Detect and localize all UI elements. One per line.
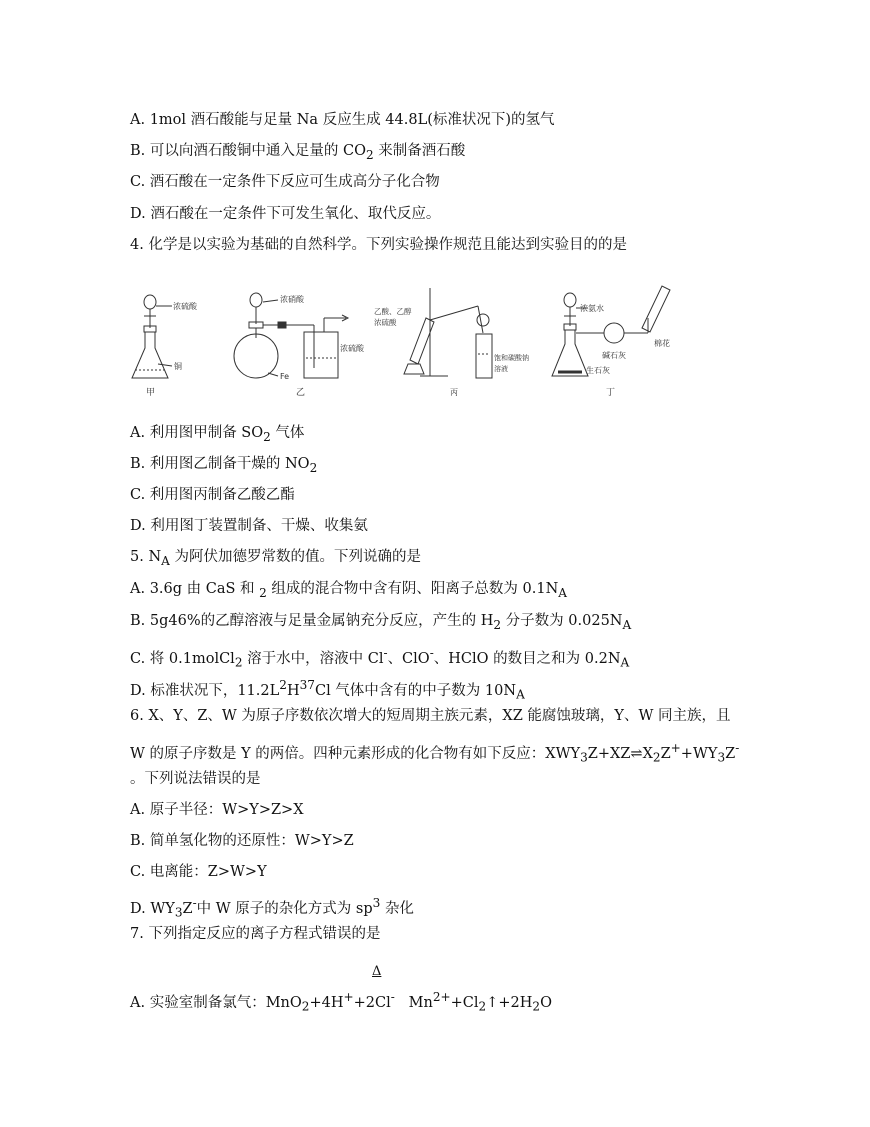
- superscript: -: [383, 646, 388, 660]
- text: B. 简单氢化物的还原性：W>Y>Z: [130, 833, 354, 849]
- text: 来制备酒石酸: [373, 143, 466, 159]
- text: H: [286, 682, 300, 699]
- text: 组成的混合物中含有阴、阳离子总数为 0.1N: [266, 581, 559, 597]
- text: 为阿伏加德罗常数的值。下列说确的是: [169, 549, 421, 565]
- option-a-q6: [130, 801, 304, 819]
- text: 分子数为 0.025N: [501, 613, 623, 629]
- text: 、HClO 的数目之和为 0.2N: [433, 650, 621, 667]
- text: 4. 化学是以实验为基础的自然科学。下列实验操作规范且能达到实验目的的是: [130, 237, 627, 253]
- heat-symbol: [372, 963, 381, 981]
- option-d-q4: [130, 517, 368, 535]
- label-conc-hno3: 浓硝酸: [280, 295, 304, 304]
- text: D. 酒石酸在一定条件下可发生氧化、取代反应。: [130, 206, 441, 222]
- label-acid-alcohol: 乙酸、乙醇: [374, 307, 412, 316]
- label-copper: 铜: [174, 362, 182, 371]
- text: Z: [182, 900, 193, 917]
- text: +2Cl: [353, 994, 391, 1011]
- caption-yi: 乙: [296, 388, 306, 398]
- delta-symbol: Δ: [372, 964, 382, 979]
- option-d-q3: [130, 205, 440, 223]
- label-conc-h2so4-bing: 浓硫酸: [374, 318, 397, 327]
- option-d-q5: [130, 676, 525, 704]
- text: Z+XZ⇌X: [587, 745, 653, 762]
- question-7: [130, 925, 380, 943]
- figure-jia: [132, 295, 172, 378]
- text: W 的原子序数是 Y 的两倍。四种元素形成的化合物有如下反应：XWY: [130, 745, 581, 762]
- superscript: 3: [372, 896, 381, 910]
- superscript: 2: [279, 678, 287, 692]
- text: +WY: [680, 745, 718, 762]
- text: D. WY: [130, 900, 175, 917]
- subscript: 3: [580, 750, 588, 765]
- text: ↑+2H: [486, 994, 533, 1011]
- superscript: -: [390, 990, 395, 1004]
- text: D. 标准状况下，11.2L: [130, 682, 280, 699]
- apparatus-drawing: [128, 278, 688, 408]
- superscript: +: [670, 741, 681, 755]
- label-conc-ammonia: 浓氨水: [580, 304, 604, 313]
- subscript: 2: [478, 999, 487, 1014]
- subscript: A: [516, 687, 525, 702]
- subscript: 3: [174, 905, 183, 920]
- question-6-line1: [130, 707, 731, 725]
- option-b-q4: [130, 455, 317, 477]
- text: Z: [660, 745, 671, 762]
- text: A. 利用图甲制备 SO: [130, 425, 264, 441]
- option-b-q6: [130, 832, 354, 850]
- text: 7. 下列指定反应的离子方程式错误的是: [130, 926, 381, 942]
- subscript: 2: [259, 585, 267, 600]
- question-6-line2: [130, 739, 739, 767]
- option-a-q7: [130, 988, 552, 1016]
- label-sat-na2co3: 饱和碳酸钠: [494, 354, 529, 362]
- apparatus-figures: [128, 278, 688, 408]
- option-b-q3: [130, 142, 465, 164]
- superscript: 2+: [432, 990, 451, 1004]
- text: C. 电离能：Z>W>Y: [130, 864, 267, 880]
- text: B. 利用图乙制备干燥的 NO: [130, 456, 310, 472]
- text: +Cl: [450, 994, 479, 1011]
- subscript: 2: [493, 617, 502, 632]
- question-5: [130, 548, 421, 570]
- figure-ding: [552, 286, 670, 376]
- superscript: +: [343, 990, 354, 1004]
- subscript: 2: [309, 460, 318, 475]
- option-a-q4: [130, 424, 304, 446]
- option-a-q3: [130, 111, 555, 129]
- superscript: -: [192, 896, 197, 910]
- option-d-q6: [130, 894, 414, 922]
- subscript: 2: [234, 655, 243, 670]
- text: A. 1mol 酒石酸能与足量 Na 反应生成 44.8L(标准状况下)的氢气: [130, 112, 555, 128]
- text: B. 可以向酒石酸铜中通入足量的 CO: [130, 143, 366, 159]
- caption-jia: 甲: [146, 388, 156, 398]
- text: C. 利用图丙制备乙酸乙酯: [130, 487, 295, 503]
- text: 杂化: [380, 900, 414, 917]
- text: 中 W 原子的杂化方式为 sp: [196, 900, 373, 917]
- option-c-q6: [130, 863, 267, 881]
- option-c-q5: [130, 644, 629, 672]
- superscript: -: [735, 741, 740, 755]
- text: D. 利用图丁装置制备、干燥、收集氨: [130, 518, 368, 534]
- text: 、ClO: [387, 650, 430, 667]
- text: B. 5g46%的乙醇溶液与足量金属钠充分反应，产生的 H: [130, 613, 494, 629]
- subscript: 2: [301, 999, 310, 1014]
- label-conc-h2so4: 浓硫酸: [173, 302, 197, 311]
- label-cotton: 棉花: [654, 339, 670, 348]
- label-quicklime: 生石灰: [586, 366, 610, 375]
- label-soda-lime: 碱石灰: [602, 351, 626, 360]
- text: 5. N: [130, 549, 162, 565]
- figure-bing: [404, 288, 492, 378]
- text: Mn: [394, 994, 433, 1011]
- option-c-q3: [130, 173, 440, 191]
- subscript: 2: [532, 999, 541, 1014]
- label-conc-h2so4-yi: 浓硫酸: [340, 344, 364, 353]
- subscript: A: [558, 585, 568, 600]
- option-a-q5: [130, 580, 567, 602]
- text: C. 酒石酸在一定条件下反应可生成高分子化合物: [130, 174, 440, 190]
- text: 6. X、Y、Z、W 为原子序数依次增大的短周期主族元素，XZ 能腐蚀玻璃，Y、W 同主族，且: [130, 708, 731, 724]
- subscript: 2: [263, 429, 271, 444]
- subscript: A: [620, 655, 630, 670]
- question-4: [130, 236, 627, 254]
- text: 溶于水中，溶液中 Cl: [242, 650, 384, 667]
- superscript: 37: [299, 678, 315, 692]
- text: A. 3.6g 由 CaS 和: [130, 581, 260, 597]
- text: 。下列说法错误的是: [130, 771, 261, 787]
- text: A. 原子半径：W>Y>Z>X: [130, 802, 304, 818]
- text: O: [540, 994, 552, 1011]
- caption-bing: 丙: [450, 388, 458, 397]
- text: +4H: [309, 994, 344, 1011]
- text: C. 将 0.1molCl: [130, 650, 235, 667]
- subscript: 3: [717, 750, 726, 765]
- subscript: A: [161, 553, 170, 568]
- text: A. 实验室制备氯气：MnO: [130, 994, 302, 1011]
- caption-ding: 丁: [606, 388, 616, 398]
- subscript: 2: [652, 750, 661, 765]
- label-fe: Fe: [280, 372, 290, 381]
- option-b-q5: [130, 612, 631, 634]
- superscript: -: [429, 646, 434, 660]
- figure-yi: [234, 293, 348, 378]
- label-solution: 溶液: [494, 365, 508, 373]
- subscript: A: [622, 617, 632, 632]
- text: Z: [725, 745, 736, 762]
- text: 气体: [270, 425, 305, 441]
- text: Cl 气体中含有的中子数为 10N: [314, 682, 517, 699]
- subscript: 2: [365, 147, 374, 162]
- option-c-q4: [130, 486, 295, 504]
- question-6-line3: [130, 770, 261, 788]
